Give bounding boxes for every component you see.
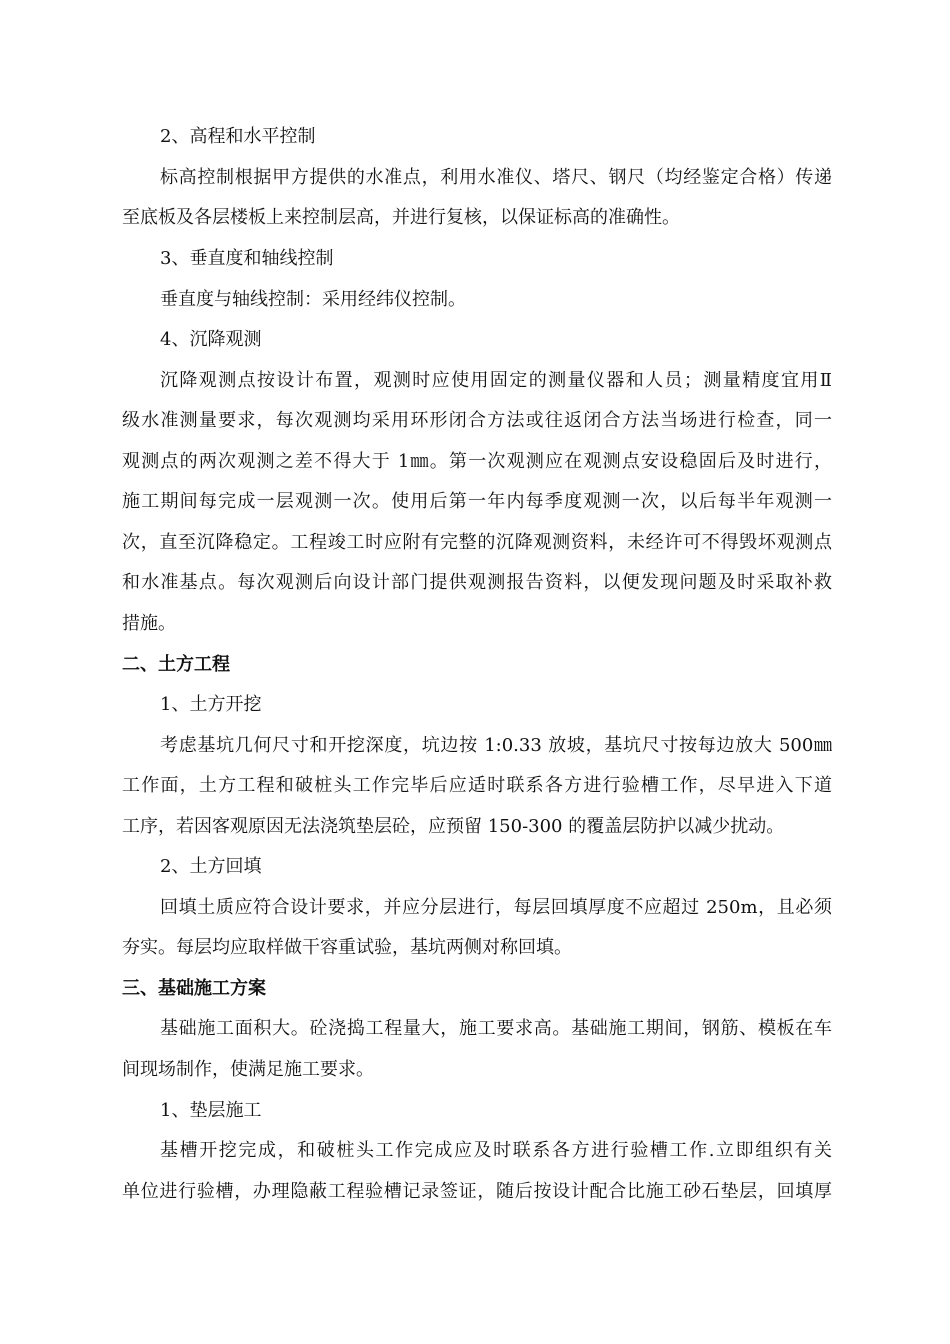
subheading-backfill: 2、土方回填: [160, 856, 262, 877]
paragraph-line: 基础施工面积大。砼浇捣工程量大，施工要求高。基础施工期间，钢筋、模板在车: [160, 1018, 832, 1039]
paragraph-line: 夯实。每层均应取样做干容重试验，基坑两侧对称回填。: [122, 937, 572, 958]
paragraph-line: 和水准基点。每次观测后向设计部门提供观测报告资料，以便发现问题及时采取补救: [122, 572, 832, 593]
paragraph-line: 间现场制作，使满足施工要求。: [122, 1059, 374, 1080]
paragraph-line: 观测点的两次观测之差不得大于 1㎜。第一次观测应在观测点安设稳固后及时进行，: [122, 451, 832, 472]
subheading-elevation-control: 2、高程和水平控制: [160, 126, 316, 147]
paragraph-line: 措施。: [122, 613, 176, 634]
paragraph-line: 标高控制根据甲方提供的水准点，利用水准仪、塔尺、钢尺（均经鉴定合格）传递: [160, 167, 832, 188]
subheading-cushion-layer: 1、垫层施工: [160, 1100, 262, 1121]
paragraph-line: 级水准测量要求，每次观测均采用环形闭合方法或往返闭合方法当场进行检查，同一: [122, 410, 832, 431]
paragraph-line: 工序，若因客观原因无法浇筑垫层砼，应预留 150-300 的覆盖层防护以减少扰动。: [122, 816, 785, 837]
paragraph-line: 至底板及各层楼板上来控制层高，并进行复核，以保证标高的准确性。: [122, 207, 680, 228]
subheading-excavation: 1、土方开挖: [160, 694, 262, 715]
paragraph-line: 单位进行验槽，办理隐蔽工程验槽记录签证，随后按设计配合比施工砂石垫层，回填厚: [122, 1181, 832, 1202]
paragraph-line: 施工期间每完成一层观测一次。使用后第一年内每季度观测一次，以后每半年观测一: [122, 491, 832, 512]
section-heading-foundation: 三、基础施工方案: [122, 978, 266, 999]
subheading-settlement-observation: 4、沉降观测: [160, 329, 262, 350]
section-heading-earthwork: 二、土方工程: [122, 654, 230, 675]
paragraph-line: 沉降观测点按设计布置，观测时应使用固定的测量仪器和人员；测量精度宜用Ⅱ: [160, 370, 832, 391]
paragraph-line: 基槽开挖完成，和破桩头工作完成应及时联系各方进行验槽工作.立即组织有关: [160, 1140, 832, 1161]
paragraph-line: 考虑基坑几何尺寸和开挖深度，坑边按 1:0.33 放坡，基坑尺寸按每边放大 500㎜: [160, 735, 832, 756]
subheading-verticality-axis: 3、垂直度和轴线控制: [160, 248, 334, 269]
paragraph-line: 垂直度与轴线控制：采用经纬仪控制。: [160, 289, 466, 310]
paragraph-line: 回填土质应符合设计要求，并应分层进行，每层回填厚度不应超过 250m，且必须: [160, 897, 832, 918]
paragraph-line: 工作面，土方工程和破桩头工作完毕后应适时联系各方进行验槽工作，尽早进入下道: [122, 775, 832, 796]
paragraph-line: 次，直至沉降稳定。工程竣工时应附有完整的沉降观测资料，未经许可不得毁坏观测点: [122, 532, 832, 553]
